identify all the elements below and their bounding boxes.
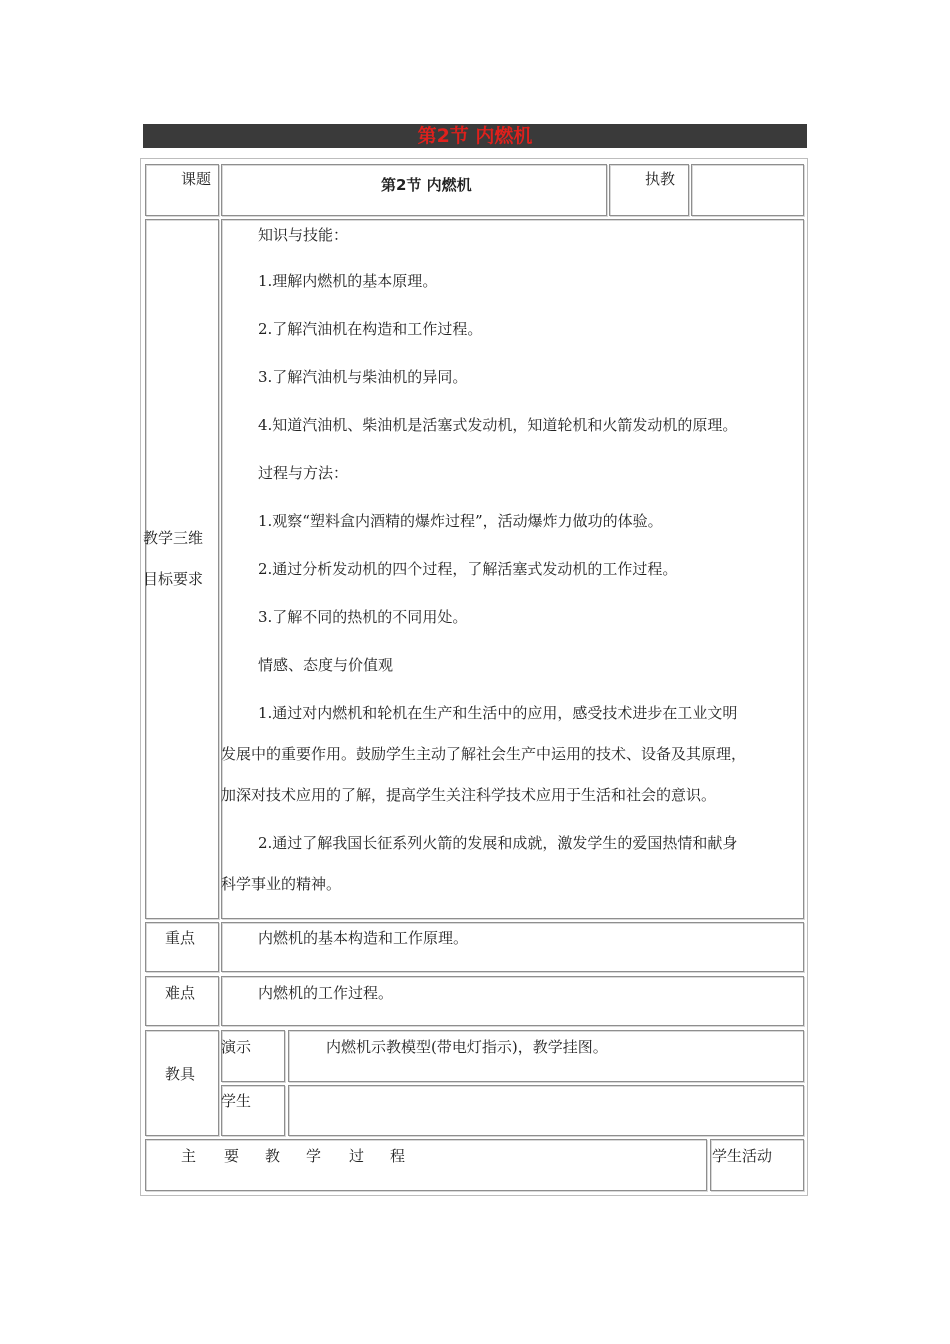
goals-line: 3.了解汽油机与柴油机的异同。 [258,368,468,386]
tools-student-label: 学生 [221,1092,252,1110]
goals-line: 2.通过分析发动机的四个过程，了解活塞式发动机的工作过程。 [258,560,678,578]
difficulty-label: 难点 [165,984,196,1002]
process-char: 主 [181,1147,197,1165]
student-activity-label: 学生活动 [712,1147,773,1165]
process-char: 要 [224,1147,240,1165]
goals-line: 2.通过了解我国长征系列火箭的发展和成就，激发学生的爱国热情和献身 [258,834,738,852]
goals-line: 1.观察“塑料盒内酒精的爆炸过程”，活动爆炸力做功的体验。 [258,512,663,530]
goals-line: 过程与方法： [258,464,349,482]
zhijiao-label: 执教 [645,170,676,188]
goals-line: 情感、态度与价值观 [258,656,394,674]
keti-label: 课题 [181,170,212,188]
goals-line: 发展中的重要作用。鼓励学生主动了解社会生产中运用的技术、设备及其原理， [221,745,747,763]
goals-line: 1.理解内燃机的基本原理。 [258,272,438,290]
process-char: 教 [265,1147,281,1165]
key-point-label: 重点 [165,929,196,947]
key-point-value: 内燃机的基本构造和工作原理。 [258,929,469,947]
difficulty-value: 内燃机的工作过程。 [258,984,394,1002]
keti-value: 第2节 内燃机 [381,176,472,194]
goals-line: 加深对技术应用的了解，提高学生关注科学技术应用于生活和社会的意识。 [221,786,717,804]
zhijiao-value-cell [691,164,804,216]
process-char: 过 [349,1147,365,1165]
goals-line: 知识与技能： [258,226,349,244]
goals-line: 3.了解不同的热机的不同用处。 [258,608,468,626]
tools-label: 教具 [165,1065,196,1083]
document-title: 第2节 内燃机 [417,125,533,147]
process-char: 学 [306,1147,322,1165]
goals-line: 科学事业的精神。 [221,875,342,893]
goals-line: 1.通过对内燃机和轮机在生产和生活中的应用，感受技术进步在工业文明 [258,704,738,722]
goals-label-line2: 目标要求 [143,570,204,588]
tools-demo-label: 演示 [221,1038,252,1056]
process-char: 程 [390,1147,406,1165]
document-title-bar [143,124,807,148]
tools-demo-value: 内燃机示教模型(带电灯指示)，教学挂图。 [326,1038,608,1056]
goals-line: 4.知道汽油机、柴油机是活塞式发动机，知道轮机和火箭发动机的原理。 [258,416,738,434]
goals-label-line1: 教学三维 [143,529,204,547]
tools-student-value-cell [288,1085,804,1136]
goals-line: 2.了解汽油机在构造和工作过程。 [258,320,483,338]
